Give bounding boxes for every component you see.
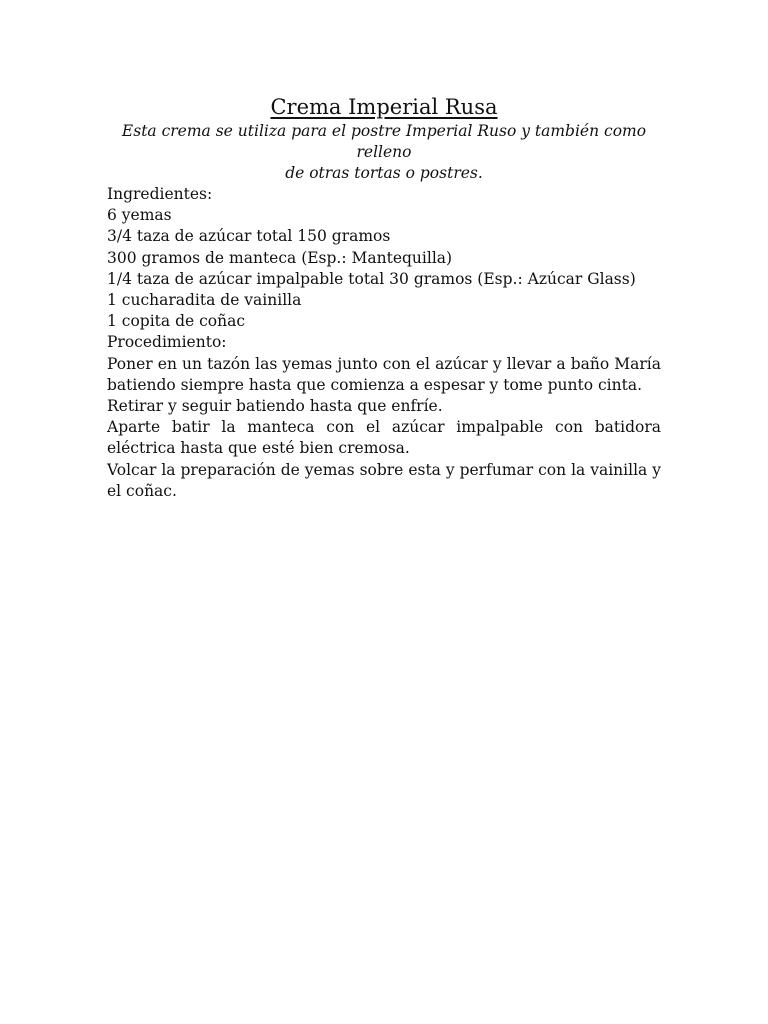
recipe-subtitle-line-2: de otras tortas o postres. — [285, 164, 483, 182]
ingredient-item: 1 copita de coñac — [107, 312, 246, 331]
recipe-title: Crema Imperial Rusa — [270, 95, 498, 119]
recipe-page — [107, 93, 661, 502]
ingredients-list — [107, 205, 661, 332]
ingredient-item: 1/4 taza de azúcar impalpable total 30 gramos (Esp.: Azúcar Glass) — [107, 269, 636, 288]
ingredient-item: 300 gramos de manteca (Esp.: Mantequilla) — [107, 248, 453, 267]
ingredient-item: 6 yemas — [107, 206, 172, 225]
procedure-step: Retirar y seguir batiendo hasta que enfríe. — [107, 397, 443, 416]
recipe-subtitle-line-1: Esta crema se utiliza para el postre Imperial Ruso y también como relleno — [121, 122, 647, 161]
procedure-step: Aparte batir la manteca con el azúcar impalpable con batidora eléctrica hasta que esté bien cremosa. — [107, 418, 661, 458]
ingredients-heading: Ingredientes: — [107, 185, 213, 203]
ingredient-item: 1 cucharadita de vainilla — [107, 291, 302, 310]
procedure-steps — [107, 354, 661, 502]
procedure-step: Volcar la preparación de yemas sobre esta y perfumar con la vainilla y el coñac. — [107, 460, 661, 500]
ingredient-item: 3/4 taza de azúcar total 150 gramos — [107, 227, 391, 246]
procedure-heading: Procedimiento: — [107, 333, 227, 352]
procedure-step: Poner en un tazón las yemas junto con el azúcar y llevar a baño María batiendo siempre hasta que comienza a espesar y tome punto cinta. — [107, 354, 661, 394]
